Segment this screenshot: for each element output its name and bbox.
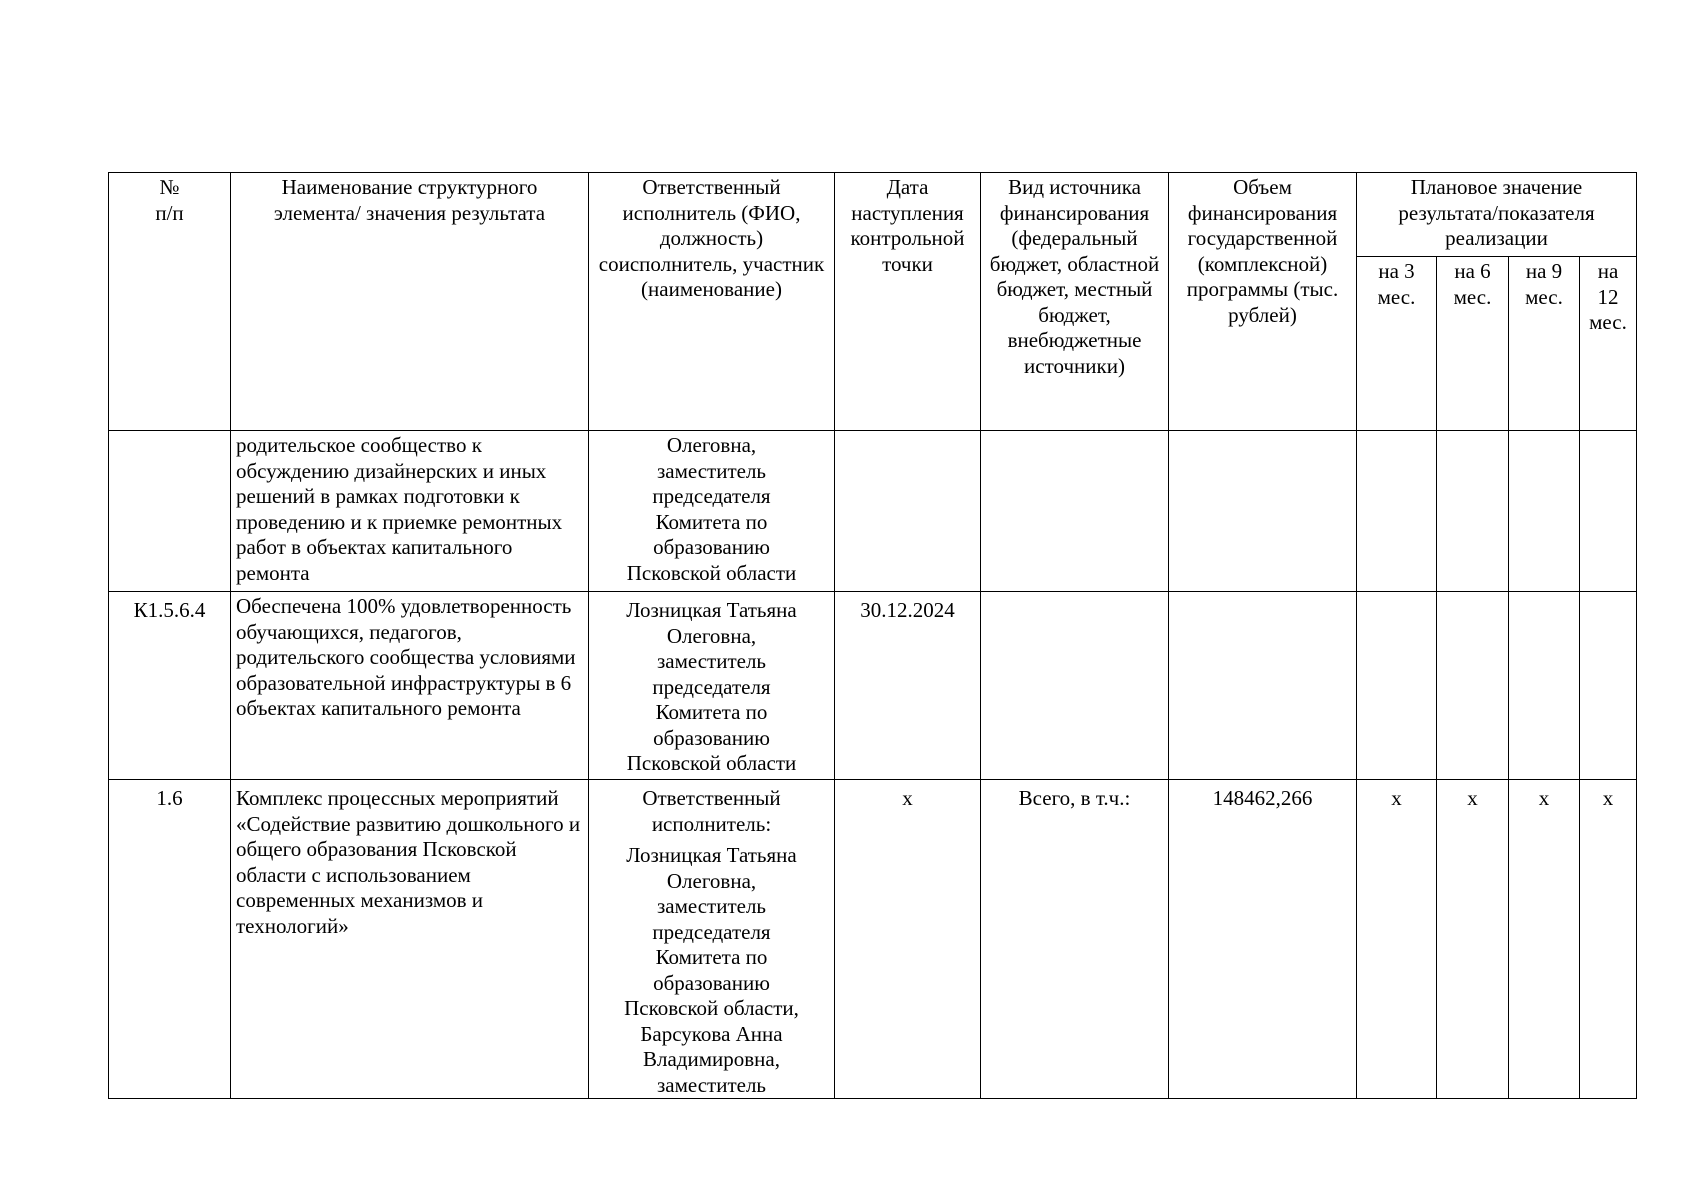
- header-m6: на 6 мес.: [1437, 257, 1509, 431]
- row-m12: [1580, 592, 1637, 780]
- row-name: родительское сообщество к обсуждению дизайнерских и иных решений в рамках подготовки к проведению и к приемке ремонтных работ в объектах капитального ремонта: [231, 431, 589, 592]
- plan-table: [108, 172, 1637, 1099]
- header-name: Наименование структурного элемента/ значения результата: [231, 173, 589, 431]
- table-row: [109, 780, 1637, 1099]
- row-date: [835, 431, 981, 592]
- header-date: Дата наступления контрольной точки: [835, 173, 981, 431]
- row-m3: [1357, 431, 1437, 592]
- header-responsible: Ответственный исполнитель (ФИО, должность) соисполнитель, участник (наименование): [589, 173, 835, 431]
- row-source: [981, 592, 1169, 780]
- header-num: № п/п: [109, 173, 231, 431]
- row-name: Комплекс процессных мероприятий «Содействие развитию дошкольного и общего образования Псковской области с использованием современных механизмов и технологий»: [231, 780, 589, 1099]
- header-volume: Объем финансирования государственной (комплексной) программы (тыс. рублей): [1169, 173, 1357, 431]
- table-row: [109, 592, 1637, 780]
- header-source: Вид источника финансирования (федеральный бюджет, областной бюджет, местный бюджет, внебюджетные источники): [981, 173, 1169, 431]
- header-m9: на 9 мес.: [1509, 257, 1580, 431]
- row-responsible: Лозницкая Татьяна Олеговна, заместитель председателя Комитета по образованию Псковской области, Барсукова Анна Владимировна, заместитель: [624, 843, 799, 1097]
- row-m12: х: [1580, 780, 1637, 1099]
- table-row: [109, 431, 1637, 592]
- row-name: Обеспечена 100% удовлетворенность обучающихся, педагогов, родительского сообщества условиями образовательной инфраструктуры в 6 объектах капитального ремонта: [231, 592, 589, 780]
- row-m9: [1509, 431, 1580, 592]
- row-volume: 148462,266: [1169, 780, 1357, 1099]
- row-source: [981, 431, 1169, 592]
- row-volume: [1169, 431, 1357, 592]
- row-m12: [1580, 431, 1637, 592]
- row-date: 30.12.2024: [835, 592, 981, 780]
- row-m6: [1437, 592, 1509, 780]
- row-m6: х: [1437, 780, 1509, 1099]
- row-num: К1.5.6.4: [109, 592, 231, 780]
- header-m3: на 3 мес.: [1357, 257, 1437, 431]
- header-planned: Плановое значение результата/показателя реализации: [1357, 173, 1637, 257]
- row-m9: [1509, 592, 1580, 780]
- row-num: 1.6: [109, 780, 231, 1099]
- row-m9: х: [1509, 780, 1580, 1099]
- table-header-row: [109, 173, 1637, 257]
- row-source: Всего, в т.ч.:: [981, 780, 1169, 1099]
- row-volume: [1169, 592, 1357, 780]
- row-responsible-label: Ответственный исполнитель:: [642, 786, 781, 836]
- row-m3: х: [1357, 780, 1437, 1099]
- row-responsible-cell: [589, 780, 835, 1099]
- header-m12: на 12 мес.: [1580, 257, 1637, 431]
- row-responsible: Олеговна, заместитель председателя Комитета по образованию Псковской области: [589, 431, 835, 592]
- row-num: [109, 431, 231, 592]
- row-m6: [1437, 431, 1509, 592]
- row-m3: [1357, 592, 1437, 780]
- row-date: х: [835, 780, 981, 1099]
- row-responsible: Лозницкая Татьяна Олеговна, заместитель председателя Комитета по образованию Псковской области: [589, 592, 835, 780]
